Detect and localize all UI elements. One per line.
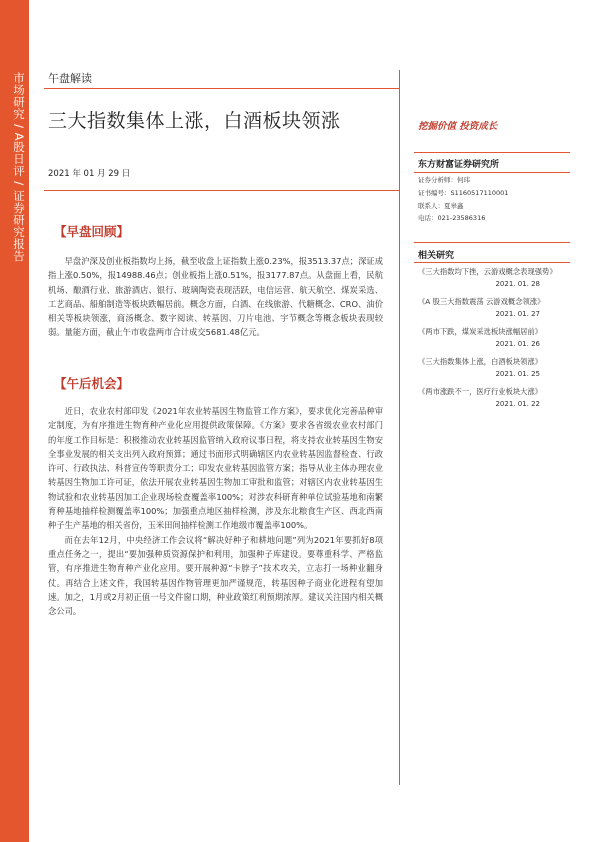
related-list [418, 265, 570, 415]
related-item-title[interactable]: 《两市涨跌不一，医疗行业板块大涨》 [418, 387, 543, 396]
related-item[interactable] [418, 385, 570, 411]
related-item-date: 2021. 01. 26 [495, 340, 540, 348]
related-item[interactable] [418, 355, 570, 381]
contact-phone: 电话：021-23586316 [418, 214, 486, 223]
sidebar-category-text: 市场研究 / A股日评 / 证券研究报告 [12, 72, 26, 262]
morning-text [48, 254, 383, 340]
related-item-date: 2021. 01. 28 [495, 280, 540, 288]
related-item-title[interactable]: 《A 股三大指数震荡 云游戏概念领涨》 [418, 297, 545, 306]
report-tag: 午盘解读 [48, 72, 92, 85]
slogan: 挖掘价值 投资成长 [418, 121, 498, 132]
institute-name: 东方财富证券研究所 [418, 160, 500, 170]
morning-heading: 【早盘回顾】 [54, 224, 130, 239]
related-rule-top [414, 242, 570, 243]
header-rule [44, 88, 399, 89]
related-item[interactable] [418, 265, 570, 291]
contact-person: 联系人：夏皋鑫 [418, 201, 464, 210]
afternoon-text [48, 404, 383, 618]
related-item-date: 2021. 01. 27 [495, 310, 540, 318]
related-item-date: 2021. 01. 25 [495, 370, 540, 378]
page-title: 三大指数集体上涨，白酒板块领涨 [48, 110, 341, 132]
related-rule [414, 262, 570, 263]
related-item[interactable] [418, 325, 570, 351]
certificate-number: 证书编号：S1160517110001 [418, 188, 509, 197]
related-heading: 相关研究 [418, 251, 455, 261]
institute-rule [414, 172, 570, 173]
related-item[interactable] [418, 295, 570, 321]
related-item-title[interactable]: 《两市下跌，煤炭采选板块涨幅居前》 [418, 327, 543, 336]
sidebar-band [0, 0, 29, 842]
related-item-date: 2021. 01. 22 [495, 400, 540, 408]
morning-paragraph: 早盘沪深及创业板指数均上扬，截至收盘上证指数上涨0.23%，报3513.37点；深证成指上涨0.50%，报14988.46点；创业板指上涨0.51%，报3177.87点。从盘面上看，民航机场、酿酒行业、旅游酒店、银行、玻璃陶瓷表现活跃，电信运营、航天航空、煤炭采选、工艺商品、船舶制造等板块跌幅居前。概念方面，白酒、在线旅游、代糖概念、CRO、油价相关等板块领涨，商汤概念、数字阅读、转基因、刀片电池、宇节概念等概念板块表现较弱。量能方面，截止午市收盘两市合计成交5681.48亿元。 [48, 256, 383, 338]
related-item-title[interactable]: 《三大指数集体上涨，白酒板块领涨》 [418, 357, 543, 366]
afternoon-paragraph-2: 而在去年12月，中央经济工作会议将“解决好种子和耕地问题”列为2021年要抓好8项重点任务之一，提出“要加强种质资源保护和利用，加强种子库建设。要尊重科学、严格监管，有序推进生物育种产业化应用。要开展种源“卡脖子”技术攻关，立志打一场种业翻身仗。再结合上述文件，我国转基因作物管理更加严谨规范，转基因种子商业化进程有望加速。加之，1月或2月初正值一号文件窗口期，种业政策红利预期浓厚。建议关注国内相关概念公司。 [48, 534, 383, 617]
analyst-name: 证券分析师：何玮 [418, 176, 470, 184]
report-date: 2021 年 01 月 29 日 [48, 169, 131, 179]
analyst-info [418, 174, 568, 225]
date-rule [44, 190, 399, 191]
related-item-title[interactable]: 《三大指数均下挫，云游戏概念表现强势》 [418, 267, 557, 276]
column-divider [399, 70, 400, 785]
afternoon-heading: 【午后机会】 [54, 376, 130, 391]
afternoon-paragraph-1: 近日，农业农村部印发《2021年农业转基因生物监管工作方案》，要求优化完善品种审定制度，为有序推进生物育种产业化应用提供政策保障。《方案》要求各省级农业农村部门的年度工作目标是：积极推动农业转基因监管纳入政府议事日程，将支持农业转基因生物安全事业发展的相关支出列入政府预算；通过书面形式明确辖区内农业转基因监督检查、行政许可、行政执法、科普宣传等职责分工；印发农业转基因监管方案；指导从业主体办理农业转基因生物加工许可证，依法开展农业转基因生物加工审批和监管；对辖区内农业转基因生物试验和农业转基因加工企业现场检查覆盖率100%；对涉农科研育种单位试验基地和南繁育种基地抽样检测覆盖率100%；加强重点地区抽样检测，涉及东北粮食生产区、西北西南种子生产基地的相关省份，玉米田间抽样检测工作地级市覆盖率100%。 [48, 406, 383, 531]
institute-rule-top [414, 152, 570, 153]
